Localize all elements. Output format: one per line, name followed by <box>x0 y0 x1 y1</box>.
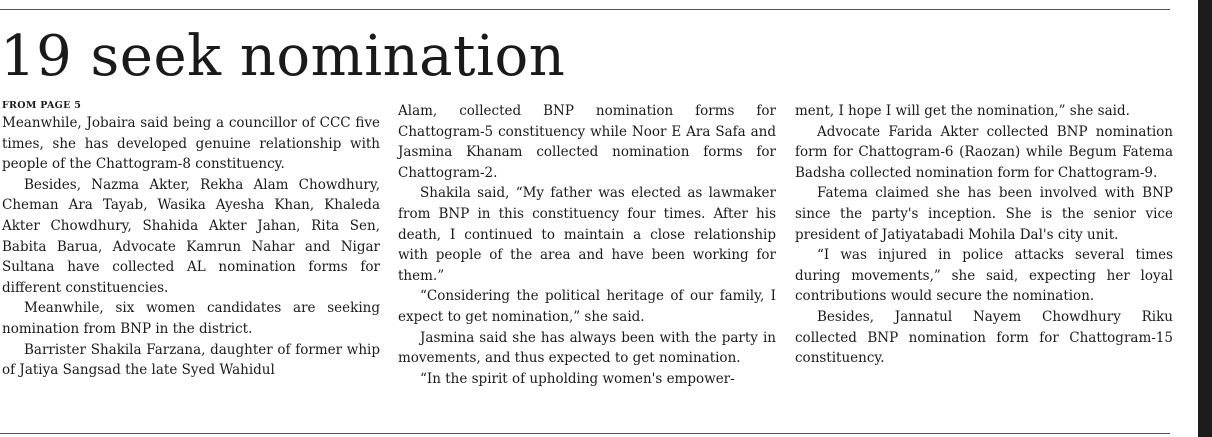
paragraph: ment, I hope I will get the nomination,” she said. <box>795 103 1130 119</box>
paragraph: “I was injured in police attacks several times during movements,” she said, expecting her loyal contributions would secure the nomination. <box>795 247 1173 305</box>
paragraph: Shakila said, “My father was elected as lawmaker from BNP in this constituency four times. After his death, I continued to maintain a close relationship with people of the area and have been working for them.” <box>398 185 776 284</box>
paragraph: Besides, Jannatul Nayem Chowdhury Riku collected BNP nomination form for Chattogram-15 constituency. <box>795 308 1173 367</box>
bottom-rule <box>0 433 1170 434</box>
top-rule <box>0 9 1170 10</box>
headline: 19 seek nomination <box>0 24 566 89</box>
paragraph: “Considering the political heritage of our family, I expect to get nomination,” she said. <box>398 288 776 325</box>
article-column-2 <box>398 101 776 389</box>
paragraph: “In the spirit of upholding women's empower- <box>420 370 735 387</box>
paragraph: Alam, collected BNP nomination forms for Chattogram-5 constituency while Noor E Ara Safa and Jasmina Khanam collected nomination forms for Chattogram-2. <box>398 103 776 181</box>
paragraph: Meanwhile, six women candidates are seeking nomination from BNP in the district. <box>2 300 380 337</box>
page-edge <box>1198 0 1212 437</box>
paragraph: Barrister Shakila Farzana, daughter of former whip of Jatiya Sangsad the late Syed Wahidul <box>2 341 380 379</box>
paragraph: Meanwhile, Jobaira said being a councillor of CCC five times, she has developed genuine relationship with people of the Chattogram-8 constituency. <box>2 115 380 173</box>
paragraph: Jasmina said she has always been with the party in movements, and thus expected to get nomination. <box>398 329 776 367</box>
article-column-3 <box>795 101 1173 369</box>
paragraph: Advocate Farida Akter collected BNP nomination form for Chattogram-6 (Raozan) while Begum Fatema Badsha collected nomination form for Chattogram-9. <box>795 123 1173 181</box>
paragraph: Besides, Nazma Akter, Rekha Alam Chowdhury, Cheman Ara Tayab, Wasika Ayesha Khan, Khaleda Akter Chowdhury, Shahida Akter Jahan, Rita Sen, Babita Barua, Advocate Kamrun Nahar and Nigar Sultana have collected AL nomination forms for different constituencies. <box>2 176 380 296</box>
jump-line: FROM PAGE 5 <box>2 100 82 111</box>
paragraph: Fatema claimed she has been involved with BNP since the party's inception. She is the senior vice president of Jatiyatabadi Mohila Dal's city unit. <box>795 185 1173 243</box>
article-column-1 <box>2 99 380 381</box>
